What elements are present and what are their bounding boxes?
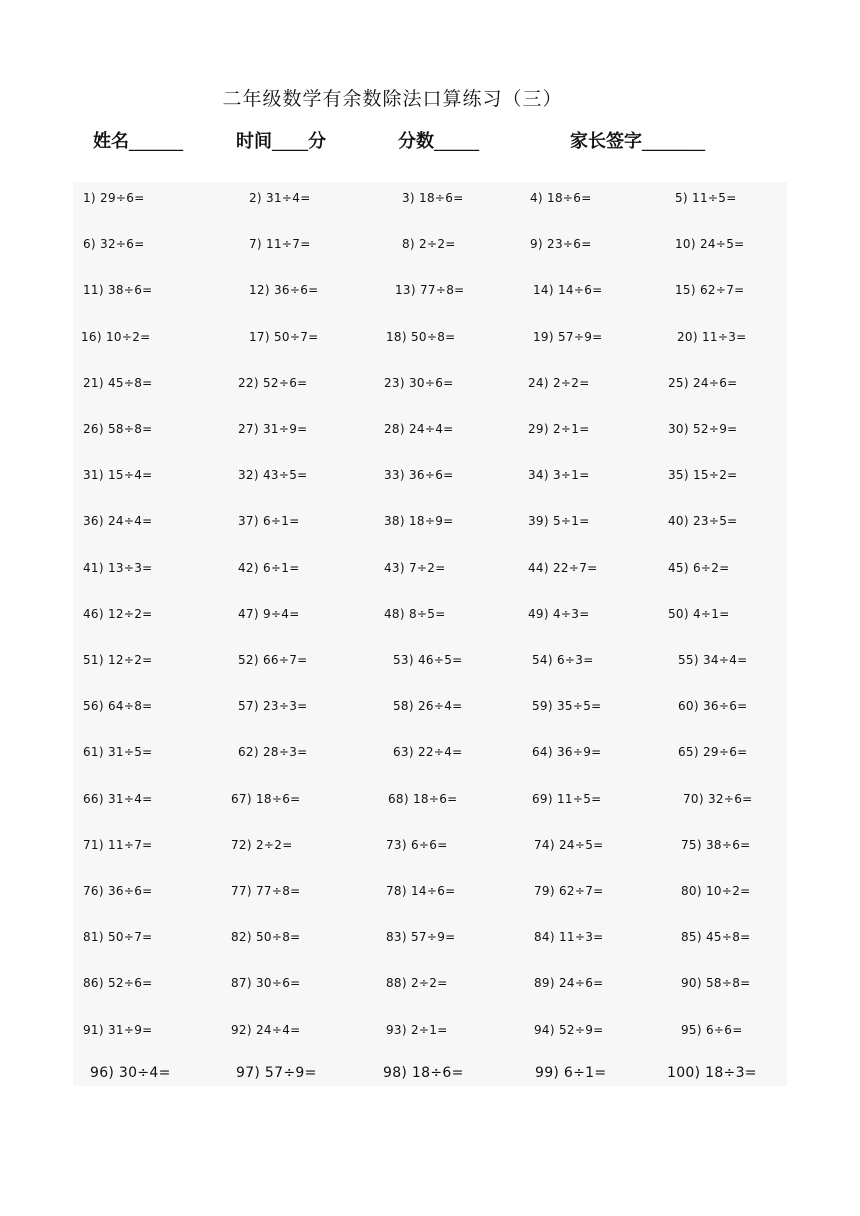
division-problem: 54) 6÷3=: [532, 653, 594, 667]
signature-field: [570, 127, 705, 153]
division-problem: 32) 43÷5=: [238, 468, 308, 483]
division-problem: 84) 11÷3=: [534, 930, 604, 945]
division-problem: 46) 12÷2=: [83, 606, 153, 621]
division-problem: 41) 13÷3=: [83, 560, 153, 575]
division-problem: 11) 38÷6=: [83, 283, 153, 298]
division-problem: 51) 12÷2=: [83, 653, 153, 667]
division-problem: 15) 62÷7=: [675, 283, 745, 298]
division-problem: 100) 18÷3=: [667, 1064, 757, 1081]
division-problem: 38) 18÷9=: [384, 514, 454, 529]
division-problem: 70) 32÷6=: [683, 791, 753, 806]
division-problem: 72) 2÷2=: [231, 837, 293, 852]
problem-row: [73, 182, 787, 228]
problem-row: [73, 367, 787, 413]
division-problem: 10) 24÷5=: [675, 237, 745, 252]
time-label: 时间: [236, 131, 272, 152]
division-problem: 58) 26÷4=: [393, 699, 463, 714]
problem-row: [73, 1014, 787, 1060]
division-problem: 61) 31÷5=: [83, 745, 153, 760]
division-problem: 75) 38÷6=: [681, 837, 751, 852]
division-problem: 95) 6÷6=: [681, 1022, 743, 1037]
division-problem: 97) 57÷9=: [236, 1064, 317, 1081]
division-problem: 30) 52÷9=: [668, 422, 738, 436]
division-problem: 68) 18÷6=: [388, 791, 458, 806]
division-problem: 96) 30÷4=: [90, 1064, 171, 1081]
division-problem: 22) 52÷6=: [238, 375, 308, 390]
problem-row: [73, 321, 787, 367]
division-problem: 83) 57÷9=: [386, 930, 456, 945]
problem-row: [73, 967, 787, 1013]
division-problem: 26) 58÷8=: [83, 422, 153, 436]
signature-label: 家长签字: [570, 131, 642, 152]
problem-row: [73, 552, 787, 598]
division-problem: 8) 2÷2=: [402, 237, 456, 252]
worksheet-title: 二年级数学有余数除法口算练习（三）: [222, 88, 563, 110]
division-problem: 71) 11÷7=: [83, 837, 153, 852]
name-blank: ______: [129, 131, 183, 152]
division-problem: 13) 77÷8=: [395, 283, 465, 298]
division-problem: 94) 52÷9=: [534, 1022, 604, 1037]
division-problem: 99) 6÷1=: [535, 1064, 607, 1081]
division-problem: 24) 2÷2=: [528, 375, 590, 390]
division-problem: 90) 58÷8=: [681, 976, 751, 991]
division-problem: 40) 23÷5=: [668, 514, 738, 529]
division-problem: 82) 50÷8=: [231, 930, 301, 945]
division-problem: 55) 34÷4=: [678, 653, 748, 667]
division-problem: 31) 15÷4=: [83, 468, 153, 483]
score-blank: _____: [434, 131, 479, 152]
division-problem: 37) 6÷1=: [238, 514, 300, 529]
division-problem: 85) 45÷8=: [681, 930, 751, 945]
division-problem: 73) 6÷6=: [386, 837, 448, 852]
division-problem: 35) 15÷2=: [668, 468, 738, 483]
division-problem: 25) 24÷6=: [668, 375, 738, 390]
division-problem: 16) 10÷2=: [81, 329, 151, 344]
division-problem: 44) 22÷7=: [528, 560, 598, 575]
division-problem: 56) 64÷8=: [83, 699, 153, 714]
division-problem: 63) 22÷4=: [393, 745, 463, 760]
division-problem: 74) 24÷5=: [534, 837, 604, 852]
problem-grid: [73, 182, 787, 1086]
division-problem: 69) 11÷5=: [532, 791, 602, 806]
division-problem: 80) 10÷2=: [681, 884, 751, 898]
division-problem: 62) 28÷3=: [238, 745, 308, 760]
division-problem: 7) 11÷7=: [249, 237, 311, 252]
division-problem: 18) 50÷8=: [386, 329, 456, 344]
problem-row: [73, 829, 787, 875]
division-problem: 86) 52÷6=: [83, 976, 153, 991]
division-problem: 9) 23÷6=: [530, 237, 592, 252]
division-problem: 50) 4÷1=: [668, 606, 730, 621]
division-problem: 28) 24÷4=: [384, 422, 454, 436]
division-problem: 64) 36÷9=: [532, 745, 602, 760]
division-problem: 4) 18÷6=: [530, 191, 592, 205]
division-problem: 14) 14÷6=: [533, 283, 603, 298]
problem-row: [73, 413, 787, 459]
problem-row: [73, 274, 787, 320]
division-problem: 29) 2÷1=: [528, 422, 590, 436]
division-problem: 67) 18÷6=: [231, 791, 301, 806]
division-problem: 92) 24÷4=: [231, 1022, 301, 1037]
problem-row: [73, 228, 787, 274]
division-problem: 78) 14÷6=: [386, 884, 456, 898]
division-problem: 33) 36÷6=: [384, 468, 454, 483]
problem-row: [73, 690, 787, 736]
time-unit: 分: [308, 131, 326, 152]
problem-row: [73, 921, 787, 967]
problem-row: [73, 505, 787, 551]
division-problem: 17) 50÷7=: [249, 329, 319, 344]
division-problem: 65) 29÷6=: [678, 745, 748, 760]
division-problem: 19) 57÷9=: [533, 329, 603, 344]
division-problem: 27) 31÷9=: [238, 422, 308, 436]
division-problem: 36) 24÷4=: [83, 514, 153, 529]
time-blank: ____: [272, 131, 308, 152]
division-problem: 93) 2÷1=: [386, 1022, 448, 1037]
problem-row: [73, 736, 787, 782]
problem-row: [73, 459, 787, 505]
division-problem: 34) 3÷1=: [528, 468, 590, 483]
division-problem: 79) 62÷7=: [534, 884, 604, 898]
division-problem: 81) 50÷7=: [83, 930, 153, 945]
division-problem: 91) 31÷9=: [83, 1022, 153, 1037]
division-problem: 66) 31÷4=: [83, 791, 153, 806]
division-problem: 20) 11÷3=: [677, 329, 747, 344]
division-problem: 1) 29÷6=: [83, 191, 145, 205]
division-problem: 23) 30÷6=: [384, 375, 454, 390]
score-label: 分数: [398, 131, 434, 152]
division-problem: 2) 31÷4=: [249, 191, 311, 205]
division-problem: 52) 66÷7=: [238, 653, 308, 667]
division-problem: 5) 11÷5=: [675, 191, 737, 205]
division-problem: 45) 6÷2=: [668, 560, 730, 575]
problem-row: [73, 1060, 787, 1106]
signature-blank: _______: [642, 131, 705, 152]
division-problem: 89) 24÷6=: [534, 976, 604, 991]
division-problem: 53) 46÷5=: [393, 653, 463, 667]
problem-row: [73, 875, 787, 921]
division-problem: 12) 36÷6=: [249, 283, 319, 298]
name-field: [93, 127, 183, 153]
division-problem: 88) 2÷2=: [386, 976, 448, 991]
division-problem: 47) 9÷4=: [238, 606, 300, 621]
division-problem: 60) 36÷6=: [678, 699, 748, 714]
division-problem: 48) 8÷5=: [384, 606, 446, 621]
problem-row: [73, 644, 787, 690]
problem-row: [73, 598, 787, 644]
division-problem: 49) 4÷3=: [528, 606, 590, 621]
division-problem: 43) 7÷2=: [384, 560, 446, 575]
division-problem: 57) 23÷3=: [238, 699, 308, 714]
division-problem: 98) 18÷6=: [383, 1064, 464, 1081]
problem-row: [73, 783, 787, 829]
division-problem: 39) 5÷1=: [528, 514, 590, 529]
division-problem: 21) 45÷8=: [83, 375, 153, 390]
division-problem: 77) 77÷8=: [231, 884, 301, 898]
division-problem: 87) 30÷6=: [231, 976, 301, 991]
division-problem: 76) 36÷6=: [83, 884, 153, 898]
division-problem: 59) 35÷5=: [532, 699, 602, 714]
division-problem: 6) 32÷6=: [83, 237, 145, 252]
score-field: [398, 127, 479, 153]
time-field: [236, 127, 326, 153]
name-label: 姓名: [93, 131, 129, 152]
division-problem: 42) 6÷1=: [238, 560, 300, 575]
division-problem: 3) 18÷6=: [402, 191, 464, 205]
